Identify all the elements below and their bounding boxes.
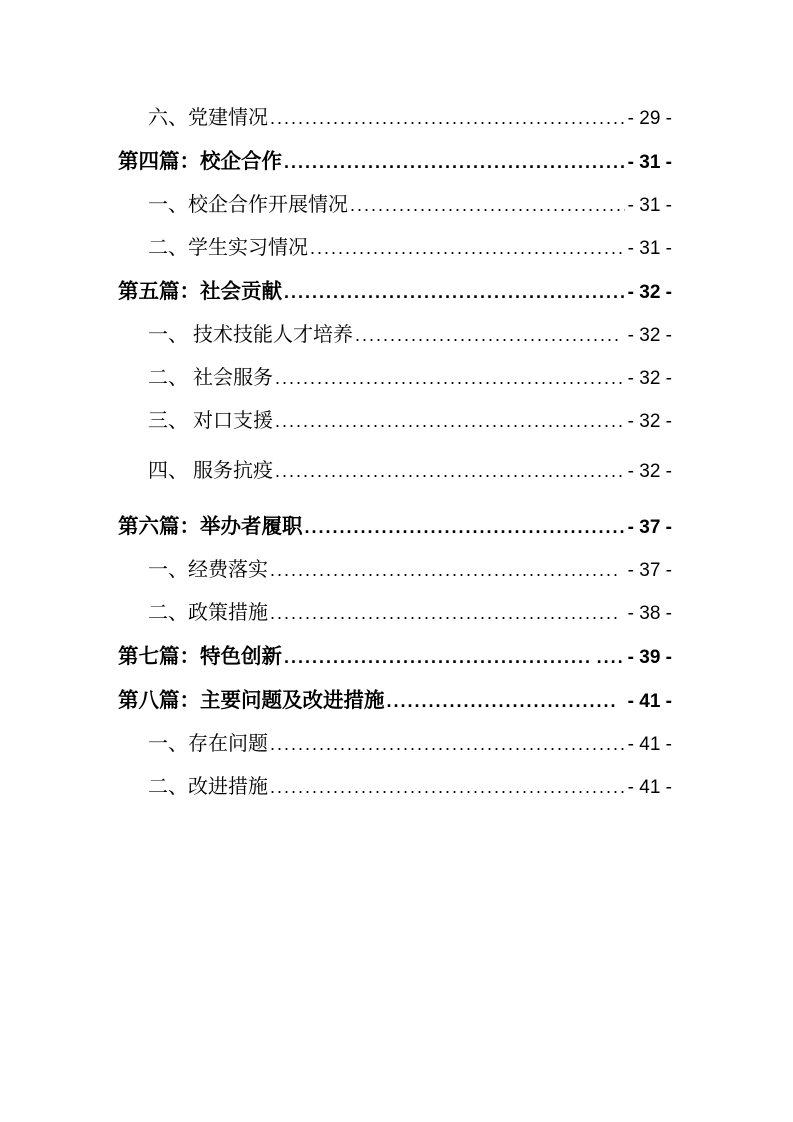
toc-dot-leader (308, 237, 625, 259)
toc-page-number: - 31 - (627, 238, 672, 259)
toc-entry-label: 第六篇：举办者履职 (118, 515, 303, 538)
toc-page-number: - 31 - (627, 195, 672, 216)
toc-entry-label: 三、 对口支援 (148, 410, 273, 432)
toc-entry-label: 一、校企合作开展情况 (148, 194, 348, 216)
toc-dot-leader (268, 776, 625, 798)
toc-leader-suffix: .... (589, 647, 625, 667)
toc-dot-leader (268, 733, 625, 755)
toc-dot-leader (268, 602, 618, 624)
toc-entry[interactable] (118, 733, 672, 756)
toc-page-number: - 41 - (627, 777, 672, 798)
toc-entry[interactable] (118, 410, 672, 433)
toc-page-number: - 39 - (627, 647, 672, 668)
toc-dot-leader (303, 516, 625, 538)
toc-dot-leader (268, 559, 618, 581)
toc-entry[interactable] (118, 776, 672, 799)
toc-entry-label: 一、经费落实 (148, 559, 268, 581)
toc-leader-suffix (618, 324, 625, 346)
toc-leader-suffix (618, 559, 625, 581)
toc-page-number: - 41 - (627, 734, 672, 755)
toc-entry-label: 第八篇：主要问题及改进措施 (118, 689, 385, 712)
toc-page-number: - 41 - (627, 691, 672, 712)
toc-entry[interactable] (118, 646, 672, 669)
toc-entry-label: 第四篇：校企合作 (118, 150, 282, 173)
toc-page-number: - 29 - (627, 108, 672, 129)
toc-dot-leader (268, 107, 625, 129)
toc-entry[interactable] (118, 281, 672, 304)
toc-dot-leader (282, 646, 590, 668)
toc-dot-leader (348, 194, 625, 216)
toc-entry[interactable] (118, 237, 672, 260)
toc-entry-label: 第五篇：社会贡献 (118, 280, 282, 303)
toc-page-number: - 38 - (627, 603, 672, 624)
table-of-contents (118, 107, 672, 799)
toc-page-number: - 37 - (627, 517, 672, 538)
toc-entry-label: 第七篇：特色创新 (118, 645, 282, 668)
toc-entry-label: 二、学生实习情况 (148, 237, 308, 259)
toc-dot-leader (273, 367, 625, 389)
toc-entry-label: 二、改进措施 (148, 776, 268, 798)
toc-page-number: - 32 - (627, 282, 672, 303)
toc-page-number: - 32 - (627, 411, 672, 432)
toc-page-number: - 32 - (627, 325, 672, 346)
toc-page-number: - 32 - (627, 368, 672, 389)
toc-entry[interactable] (118, 602, 672, 625)
toc-page-number: - 31 - (627, 152, 672, 173)
toc-page-number: - 37 - (627, 560, 672, 581)
toc-entry-label: 六、党建情况 (148, 107, 268, 129)
toc-leader-suffix (618, 602, 625, 624)
toc-entry[interactable] (118, 559, 672, 582)
toc-dot-leader (282, 151, 625, 173)
toc-page-number: - 32 - (627, 461, 672, 482)
toc-dot-leader (282, 281, 625, 303)
toc-dot-leader (273, 410, 625, 432)
toc-dot-leader (353, 324, 618, 346)
toc-entry[interactable] (118, 367, 672, 390)
toc-dot-leader (273, 460, 625, 482)
toc-entry-label: 二、政策措施 (148, 602, 268, 624)
toc-entry[interactable] (118, 194, 672, 217)
toc-entry-label: 四、 服务抗疫 (148, 460, 273, 482)
toc-entry[interactable] (118, 690, 672, 713)
toc-entry[interactable] (118, 460, 672, 483)
toc-entry[interactable] (118, 324, 672, 347)
toc-entry[interactable] (118, 516, 672, 539)
toc-entry[interactable] (118, 151, 672, 174)
toc-leader-suffix (618, 690, 625, 712)
toc-entry-label: 二、 社会服务 (148, 367, 273, 389)
toc-entry[interactable] (118, 107, 672, 130)
toc-entry-label: 一、 技术技能人才培养 (148, 324, 353, 346)
toc-entry-label: 一、存在问题 (148, 733, 268, 755)
toc-dot-leader (385, 690, 618, 712)
